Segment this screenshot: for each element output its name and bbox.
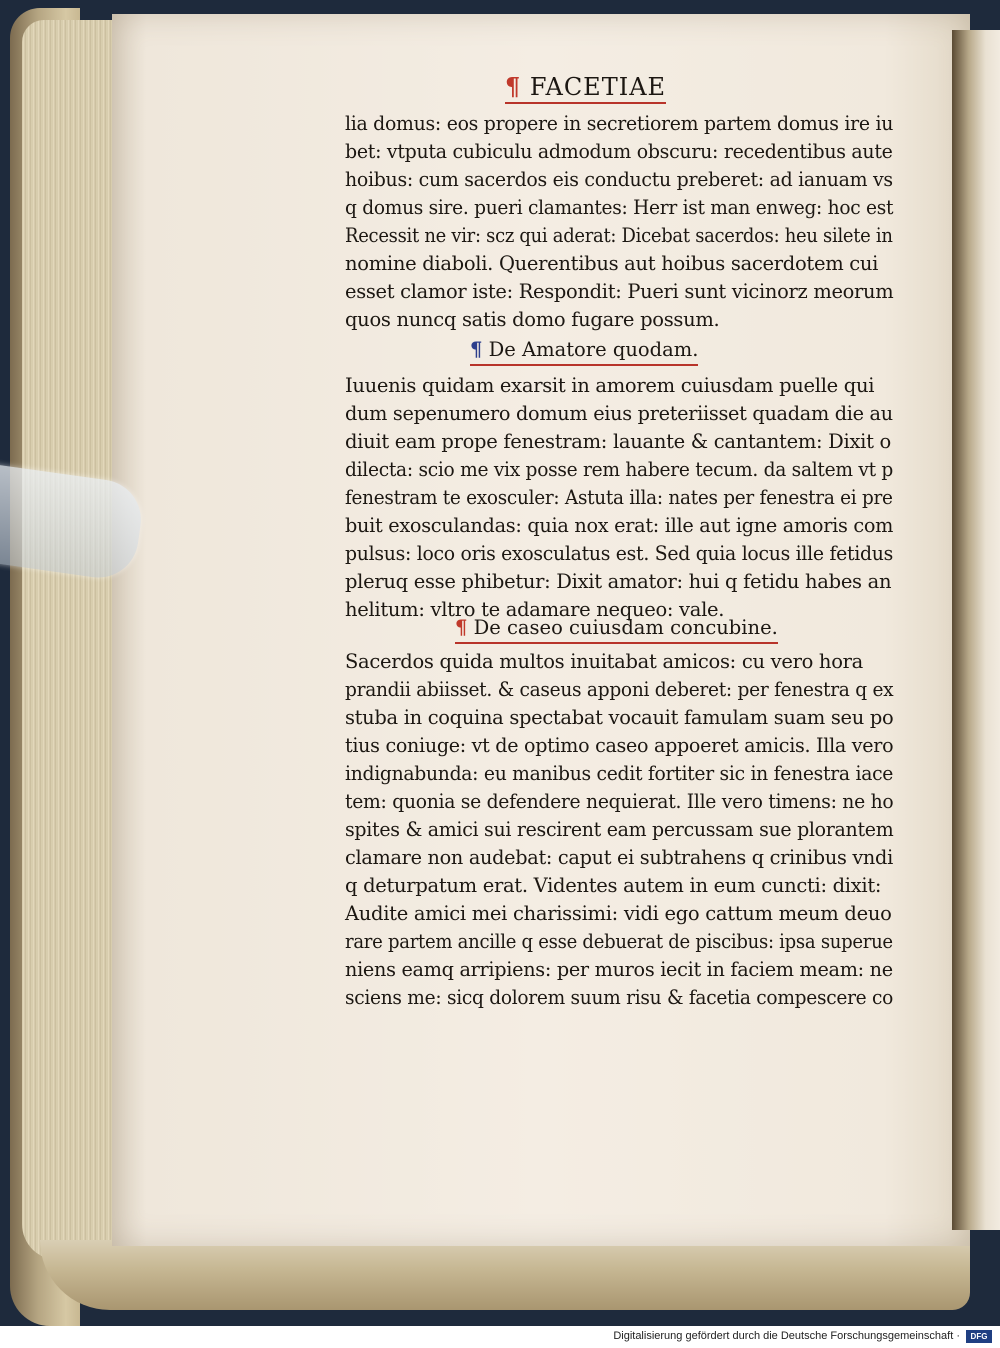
text-line: clamare non audebat: caput ei subtrahens q crinibus vndi [345, 846, 893, 869]
running-head-title: FACETIAE [529, 73, 667, 101]
text-line: bet: vtputa cubiculu admodum obscuru: recedentibus aute [345, 140, 893, 163]
pilcrow-icon: ¶ [455, 616, 468, 639]
text-line: dum sepenumero domum eius preteriisset quadam die au [345, 402, 893, 425]
text-line: spites & amici sui rescirent eam percussam sue plorantem [345, 818, 894, 841]
text-line: stuba in coquina spectabat vocauit famulam suam seu po [345, 706, 894, 729]
text-line: diuit eam prope fenestram: lauante & cantantem: Dixit o [345, 430, 891, 453]
text-line: nomine diaboli. Querentibus aut hoibus sacerdotem cui [345, 252, 879, 275]
text-line: fenestram te exosculer: Astuta illa: nates per fenestra ei pre [345, 486, 893, 509]
text-line: q deturpatum erat. Videntes autem in eum cuncti: dixit: [345, 874, 882, 897]
footer [0, 1326, 1000, 1348]
text-line: q domus sire. pueri clamantes: Herr ist man enweg: hoc est [345, 196, 894, 219]
text-line: dilecta: scio me vix posse rem habere tecum. da saltem vt p [345, 458, 894, 481]
book-bottom-edge [40, 1240, 970, 1310]
text-line: rare partem ancille q esse debuerat de piscibus: ipsa superue [345, 930, 893, 953]
footer-text: Digitalisierung gefördert durch die Deutsche Forschungsgemeinschaft · [613, 1330, 960, 1342]
pilcrow-icon: ¶ [470, 338, 483, 361]
text-line: lia domus: eos propere in secretiorem partem domus ire iu [345, 112, 894, 135]
text-line: quos nuncq satis domo fugare possum. [345, 308, 720, 331]
text-line: tius coniuge: vt de optimo caseo appoeret amicis. Illa vero [345, 734, 894, 757]
dfg-logo: DFG [966, 1330, 992, 1343]
text-line: prandii abiisset. & caseus apponi deberet: per fenestra q ex [345, 678, 894, 701]
text-line: tem: quonia se defendere nequierat. Ille vero timens: ne ho [345, 790, 894, 813]
text-line: hoibus: cum sacerdos eis conductu preberet: ad ianuam vs [345, 168, 893, 191]
section-heading-text: De Amatore quodam. [488, 338, 699, 361]
running-head [505, 72, 666, 104]
pilcrow-icon: ¶ [505, 72, 522, 101]
text-line: niens eamq arripiens: per muros iecit in faciem meam: ne [345, 958, 893, 981]
text-line: helitum: vltro te adamare nequeo: vale. [345, 598, 725, 621]
text-line: Audite amici mei charissimi: vidi ego cattum meum deuo [345, 902, 892, 925]
gutter [952, 30, 1000, 1230]
text-line: pulsus: loco oris exosculatus est. Sed quia locus ille fetidus [345, 542, 894, 565]
text-line: Iuuenis quidam exarsit in amorem cuiusdam puelle qui [345, 374, 875, 397]
text-line: pleruq esse phibetur: Dixit amator: hui q fetidu habes an [345, 570, 892, 593]
text-line: esset clamor iste: Respondit: Pueri sunt vicinorz meorum [345, 280, 894, 303]
text-line: indignabunda: eu manibus cedit fortiter sic in fenestra iace [345, 762, 894, 785]
section-heading-text: De caseo cuiusdam concubine. [473, 616, 778, 639]
section-heading [470, 336, 698, 366]
text-line: Recessit ne vir: scz qui aderat: Dicebat sacerdos: heu silete in [345, 224, 893, 247]
text-line: sciens me: sicq dolorem suum risu & facetia compescere co [345, 986, 894, 1009]
section-heading [455, 614, 778, 644]
text-line: Sacerdos quida multos inuitabat amicos: cu vero hora [345, 650, 863, 673]
text-line: buit exosculandas: quia nox erat: ille aut igne amoris com [345, 514, 894, 537]
